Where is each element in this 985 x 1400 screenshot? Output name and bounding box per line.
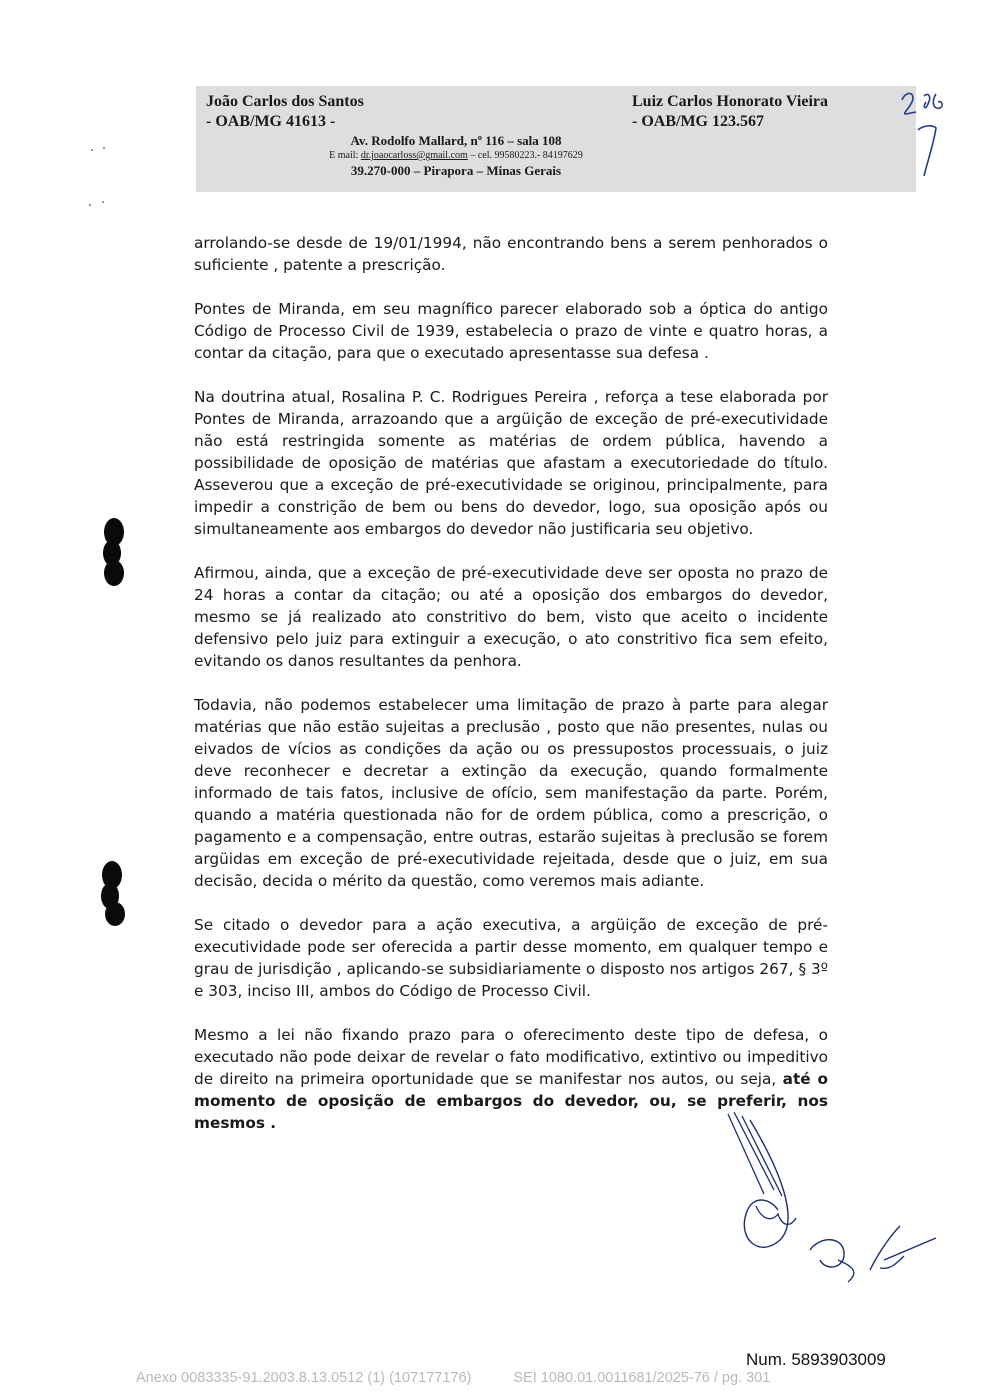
lawyer-oab-right: - OAB/MG 123.567 — [632, 113, 764, 130]
paragraph-final-bold: até o momento de oposição de embargos do devedor, ou, se preferir, nos mesmos . — [194, 1070, 828, 1132]
letterhead — [196, 86, 916, 192]
document-body — [194, 232, 828, 1156]
redaction-mark-icon — [101, 861, 125, 926]
letterhead-right — [632, 92, 828, 132]
margin-marks — [0, 0, 140, 1400]
footer-reference — [136, 1370, 812, 1386]
email-label: E mail: — [329, 150, 361, 161]
paragraph: Pontes de Miranda, em seu magnífico parecer elaborado sob a óptica do antigo Código de Processo Civil de 1939, estabelecia o prazo de vinte e quatro horas, a contar da citação, para que o executado apresentasse sua defesa . — [194, 300, 828, 362]
postal-city: 39.270-000 – Pirapora – Minas Gerais — [350, 163, 562, 178]
lawyer-name-right: Luiz Carlos Honorato Vieira — [632, 93, 828, 110]
handwritten-initials-icon — [896, 86, 956, 186]
annex-reference: Anexo 0083335-91.2003.8.13.0512 (1) (107177176) — [136, 1370, 472, 1386]
paragraph: Todavia, não podemos estabelecer uma limitação de prazo à parte para alegar matérias que não estão sujeitas a preclusão , posto que não presentes, nulas ou eivados de vícios as condições da ação ou os pressupostos processuais, o juiz deve reconhecer e decretar a extinção da execução, quando formalmente informado de tais fatos, inclusive de ofício, sem manifestação da parte. Porém, quando a matéria questionada não for de ordem pública, como a prescrição, o pagamento e a compensação, entre outras, estarão sujeitas à preclusão se forem argüidas em exceção de pré-executividade rejeitada, desde que o juiz, em sua decisão, decida o mérito da questão, como veremos mais adiante. — [194, 696, 828, 890]
paragraph: arrolando-se desde de 19/01/1994, não encontrando bens a serem penhorados o suficiente , patente a prescrição. — [194, 234, 828, 274]
paragraph: Na doutrina atual, Rosalina P. C. Rodrigues Pereira , reforça a tese elaborada por Pontes de Miranda, arrazoando que a argüição de exceção de pré-executividade não está restringida somente as matérias de ordem pública, havendo a possibilidade de oposição de matérias que afastam a executoriedade do título. Asseverou que a exceção de pré-executividade se originou, principalmente, para impedir a constrição de bem ou bens do devedor, logo, sua oposição após ou simultaneamente aos embargos do devedor não justificaria seu objetivo. — [194, 388, 828, 538]
lawyer-name-left: João Carlos dos Santos — [206, 93, 364, 110]
paragraph: Se citado o devedor para a ação executiva, a argüição de exceção de pré-executividade pode ser oferecida a partir desse momento, em qualquer tempo e grau de jurisdição , aplicando-se subsidiariamente o disposto nos artigos 267, § 3º e 303, inciso III, ambos do Código de Processo Civil. — [194, 916, 828, 1000]
signature-icon — [720, 1110, 950, 1290]
office-address: Av. Rodolfo Mallard, nº 116 – sala 108 — [350, 133, 562, 148]
redaction-mark-icon — [103, 518, 124, 586]
letterhead-contact — [196, 133, 716, 178]
letterhead-left — [206, 92, 364, 132]
paragraph-final-text: Mesmo a lei não fixando prazo para o oferecimento deste tipo de defesa, o executado não pode deixar de revelar o fato modificativo, extintivo ou impeditivo de direito na primeira oportunidade que se manifestar nos autos, ou seja, — [194, 1026, 828, 1088]
contact-line — [196, 148, 716, 163]
phone-numbers: – cel. 99580223.- 84197629 — [467, 150, 583, 161]
sei-reference: SEI 1080.01.0011681/2025-76 / pg. 301 — [513, 1370, 771, 1386]
email-address: dr.joaocarloss@gmail.com — [360, 150, 468, 161]
lawyer-oab-left: - OAB/MG 41613 - — [206, 113, 336, 130]
document-number: Num. 5893903009 — [746, 1350, 886, 1369]
paragraph: Afirmou, ainda, que a exceção de pré-executividade deve ser oposta no prazo de 24 horas a contar da citação; ou até a oposição dos embargos do devedor, mesmo se já realizado ato constritivo do bem, visto que aceito o incidente defensivo pelo juiz para extinguir a execução, o ato constritivo fica sem efeito, evitando os danos resultantes da penhora. — [194, 564, 828, 670]
